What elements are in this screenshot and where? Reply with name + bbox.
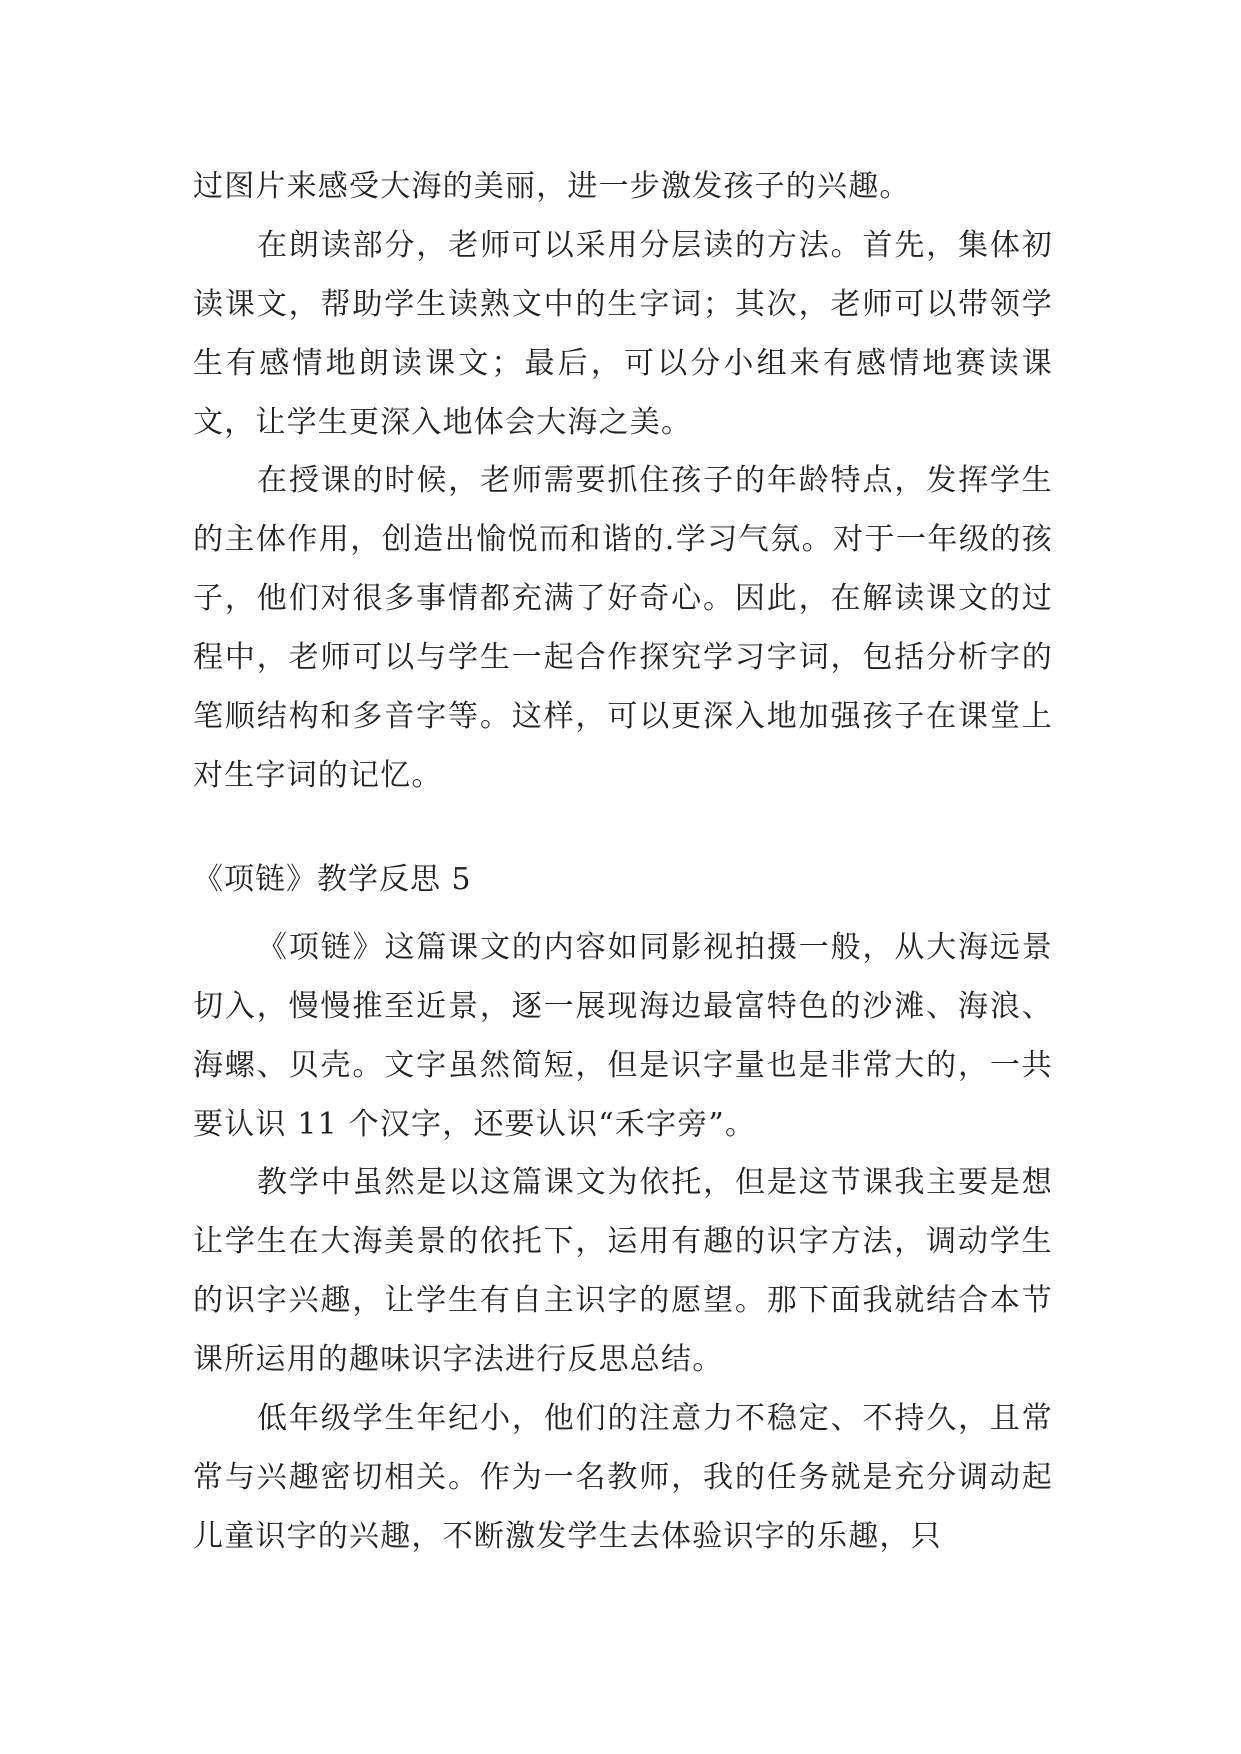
section-heading: 《项链》教学反思 5 — [193, 862, 472, 897]
paragraph-reading-method: 在朗读部分，老师可以采用分层读的方法。首先，集体初读课文，帮助学生读熟文中的生字词；其次，老师可以带领学生有感情地朗读课文；最后，可以分小组来有感情地赛读课文，让学生更深入地体会大海之美。 — [193, 228, 1053, 440]
paragraph-continuation: 过图片来感受大海的美丽，进一步激发孩子的兴趣。 — [193, 169, 911, 204]
paragraph-teaching-approach: 在授课的时候，老师需要抓住孩子的年龄特点，发挥学生的主体作用，创造出愉悦而和谐的.学习气氛。对于一年级的孩子，他们对很多事情都充满了好奇心。因此，在解读课文的过程中，老师可以与学生一起合作探究学习字词，包括分析字的笔顺结构和多音字等。这样，可以更深入地加强孩子在课堂上对生字词的记忆。 — [193, 463, 1053, 793]
paragraph-lesson-goal: 教学中虽然是以这篇课文为依托，但是这节课我主要是想让学生在大海美景的依托下，运用有趣的识字方法，调动学生的识字兴趣，让学生有自主识字的愿望。那下面我就结合本节课所运用的趣味识字法进行反思总结。 — [193, 1165, 1053, 1377]
paragraph-lesson-content: 《项链》这篇课文的内容如同影视拍摄一般，从大海远景切入，慢慢推至近景，逐一展现海边最富特色的沙滩、海浪、海螺、贝壳。文字虽然简短，但是识字量也是非常大的，一共要认识 11 个汉字，还要认识“禾字旁”。 — [193, 930, 1053, 1142]
paragraph-student-interest: 低年级学生年纪小，他们的注意力不稳定、不持久，且常常与兴趣密切相关。作为一名教师，我的任务就是充分调动起儿童识字的兴趣，不断激发学生去体验识字的乐趣，只 — [193, 1401, 1053, 1554]
